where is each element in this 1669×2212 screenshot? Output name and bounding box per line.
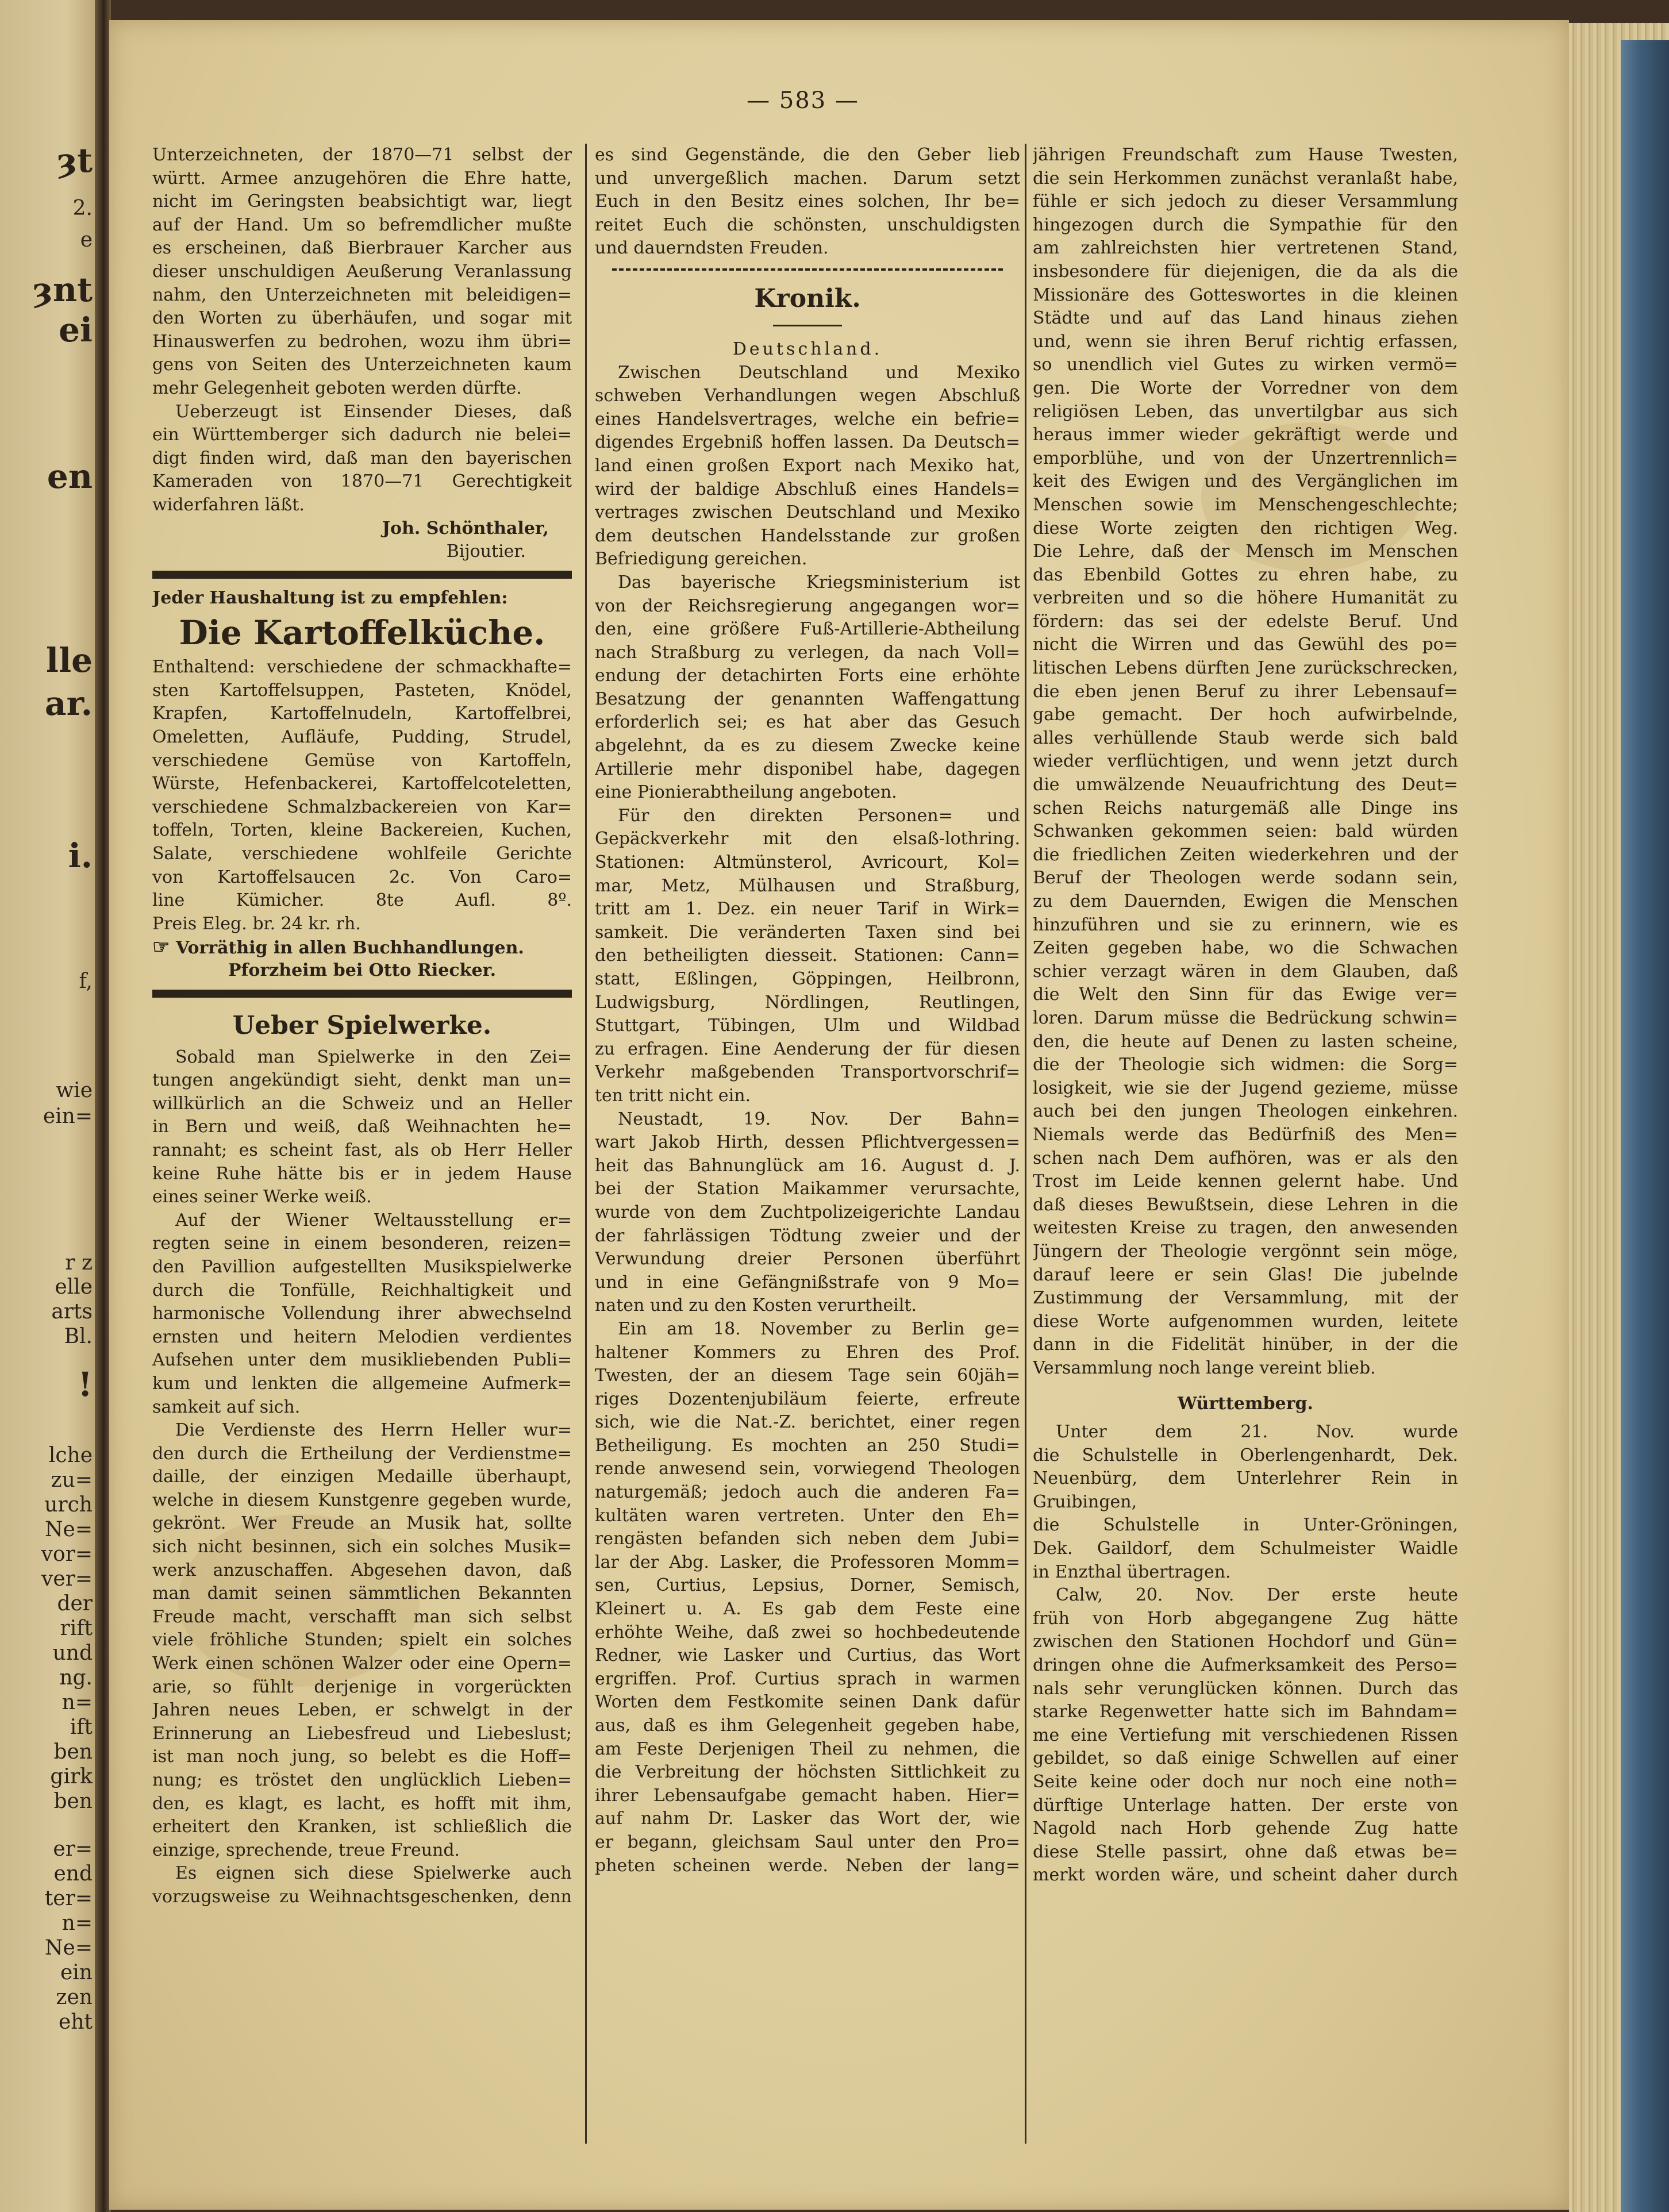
text-line: Nagold nach Horb gehende Zug hatte [1033,1818,1458,1839]
text-line: früh von Horb abgegangene Zug hätte [1033,1608,1458,1629]
left-page-text-fragment: ng. [59,1666,93,1690]
text-line: Unterzeichneten, der 1870—71 selbst der [152,145,572,165]
text-line: digt finden wird, daß man den bayerischen [152,448,572,468]
left-page-text-fragment: ȝnt [32,270,93,309]
text-line: heit das Bahnunglück am 16. August d. J. [595,1155,1020,1176]
text-line: die Schulstelle in Oberlengenhardt, Dek. [1033,1445,1458,1465]
text-line: darauf leere er sein Glas! Die jubelnde [1033,1264,1458,1285]
article-text [1033,144,1458,1380]
column-3 [1033,144,1458,2190]
text-line: Twesten, der an diesem Tage sein 60jäh= [595,1365,1020,1386]
left-page-text-fragment: en [47,457,93,496]
left-page-text-fragment: ver= [41,1567,93,1591]
text-line: aus, daß es ihm Gelegenheit gegeben habe, [595,1715,1020,1736]
text-line: Gruibingen, [1033,1491,1137,1512]
left-page-text-fragment: zu= [51,1468,93,1492]
text-line: so unendlich viel Gutes zu wirken vermö= [1033,355,1458,375]
text-line: Neuenbürg, dem Unterlehrer Rein in [1033,1468,1458,1489]
text-line: den, es klagt, es lacht, es hofft mit ihm, [152,1793,572,1814]
text-line: nals sehr verunglücken können. Durch das [1033,1678,1458,1699]
section-divider [612,268,1003,271]
text-line: die der Theologie sich widmen: die Sorg= [1033,1055,1458,1075]
text-line: sich nicht besinnen, sich ein solches Musik= [152,1537,572,1557]
text-line: wurde von dem Zuchtpolizeigerichte Landau [595,1202,1020,1222]
article-text [595,571,1020,805]
text-line: schweben Verhandlungen wegen Abschluß [595,386,1020,406]
text-line: samkeit. Die veränderten Taxen sind bei [595,922,1020,942]
text-line: arie, so fühlt derjenige in vorgerückten [152,1676,572,1697]
left-page-text-fragment: ben [53,1790,93,1813]
text-line: mar, Metz, Mülhausen und Straßburg, [595,875,1020,896]
text-line: kum und lenkten die allgemeine Aufmerk= [152,1373,572,1394]
text-line: gabe gemacht. Der hoch aufwirbelnde, [1033,705,1458,725]
text-line: den Pavillion aufgestellten Musikspielwerke [152,1256,572,1277]
text-line: losigkeit, wie sie der Jugend gezieme, müsse [1033,1078,1458,1098]
text-line: Betheiligung. Es mochten an 250 Studi= [595,1435,1020,1456]
text-line: Die Verdienste des Herrn Heller wur= [175,1420,572,1441]
text-line: alles verhüllende Staub werde sich bald [1033,728,1458,748]
ad-border-top [152,571,572,579]
text-line: harmonische Vollendung ihrer abwechselnd [152,1303,572,1324]
text-line: Ueberzeugt ist Einsender Dieses, daß [175,401,572,422]
left-page-text-fragment: ein [60,1961,93,1984]
text-line: den durch die Ertheilung der Verdienstme= [152,1443,572,1464]
text-line: erheitert den Kranken, ist schließlich die [152,1817,572,1837]
text-line: jährigen Freundschaft zum Hause Twesten, [1033,145,1458,165]
text-line: den, die heute auf Denen zu lasten scheine, [1033,1031,1458,1052]
text-line: digendes Ergebniß hoffen lassen. Da Deutsch= [595,432,1020,453]
text-line: es erscheinen, daß Bierbrauer Karcher aus [152,238,572,259]
text-line: Besatzung der genannten Waffengattung [595,688,1020,709]
text-line: reitet Euch die schönsten, unschuldigsten [595,214,1020,235]
text-line: auf der Hand. Um so befremdlicher mußte [152,214,572,235]
text-line: rannaht; es scheint fast, als ob Herr Heller [152,1140,572,1160]
text-line: werk anzuschaffen. Abgesehen davon, daß [152,1560,572,1580]
text-line: die umwälzende Neuaufrichtung des Deut= [1033,775,1458,795]
column-divider [585,144,587,2144]
article-text [595,1318,1020,1878]
left-page-text-fragment: ift [70,1715,93,1739]
text-line: Stuttgart, Tübingen, Ulm und Wildbad [595,1015,1020,1036]
text-line: merkt worden wäre, und scheint daher durch [1033,1865,1458,1886]
text-line: Ein am 18. November zu Berlin ge= [618,1318,1020,1339]
text-line: vorzugsweise zu Weihnachtsgeschenken, denn [152,1886,572,1907]
text-line: Kameraden von 1870—71 Gerechtigkeit [152,471,572,492]
text-line: sen, Curtius, Lepsius, Dorner, Semisch, [595,1575,1020,1596]
text-line: erhöhte Weihe, daß zwei so hochbedeutende [595,1622,1020,1642]
text-line: sten Kartoffelsuppen, Pasteten, Knödel, [152,680,572,701]
text-line: diese Worte aufgenommen wurden, leitete [1033,1311,1458,1332]
text-line: rengästen befanden sich neben dem Jubi= [595,1529,1020,1549]
text-line: statt, Eßlingen, Göppingen, Heilbronn, [595,969,1020,989]
text-line: zwischen den Stationen Hochdorf und Gün= [1033,1632,1458,1652]
text-line: ihrer Lebensaufgabe gemacht haben. Hier= [595,1785,1020,1806]
text-line: loren. Darum müsse die Bedrückung schwin= [1033,1007,1458,1028]
text-line: emporblühe, und von der Unzertrennlich= [1033,448,1458,468]
left-page-text-fragment: der [57,1592,93,1615]
text-line: ernsten und heitern Melodien verdientes [152,1326,572,1347]
left-page-text-fragment: zen [56,1986,93,2009]
text-line: Krapfen, Kartoffelnudeln, Kartoffelbrei, [152,703,572,724]
text-line: Aufsehen unter dem musikliebenden Publi= [152,1350,572,1371]
text-line: dem deutschen Handelsstande zur großen [595,525,1020,546]
text-line: tungen angekündigt sieht, denkt man un= [152,1070,572,1091]
text-line: ein Württemberger sich dadurch nie belei= [152,425,572,445]
book-gutter [95,0,111,2212]
text-line: Euch in den Besitz eines solchen, Ihr be= [595,191,1020,212]
article-text [152,1862,572,1909]
left-page-text-fragment: ben [53,1740,93,1764]
text-line: Neustadt, 19. Nov. Der Bahn= [618,1109,1020,1129]
text-line: erforderlich sei; es hat aber das Gesuch [595,712,1020,733]
text-line: bei der Station Maikammer verursachte, [595,1179,1020,1199]
ad-border-bottom [152,990,572,998]
left-page-text-fragment: f, [79,970,93,993]
text-line: Gepäckverkehr mit den elsaß-lothring. [595,829,1020,849]
text-line: Dek. Gaildorf, dem Schulmeister Waidle [1033,1538,1458,1559]
text-line: man damit seinen sämmtlichen Bekannten [152,1583,572,1604]
text-line: keine Ruhe hätte bis er in jedem Hause [152,1163,572,1184]
text-line: zu erfragen. Eine Aenderung der für diesen [595,1038,1020,1059]
text-line: lar der Abg. Lasker, die Professoren Momm= [595,1552,1020,1572]
text-line: wart Jakob Hirth, dessen Pflichtvergessen= [595,1132,1020,1153]
article-text [152,1419,572,1862]
text-line: gebildet, so daß einige Schwellen auf einer [1033,1748,1458,1769]
left-page-text-fragment: 2. [72,197,93,220]
left-page-text-fragment: ein= [43,1105,93,1128]
left-page-text-fragment: Ne= [45,1518,93,1541]
text-line: Niemals werde das Bedürfniß des Men= [1033,1124,1458,1145]
left-page-text-fragment: wie [56,1079,93,1102]
left-page-text-fragment: Bl. [64,1325,93,1348]
text-line: am zahlreichsten hier vertretenen Stand, [1033,238,1458,259]
text-line: eines seiner Werke weiß. [152,1187,372,1207]
page-number: — 583 — [747,87,859,114]
text-line: württ. Armee anzugehören die Ehre hatte, [152,168,572,188]
text-line: willkürlich an die Schweiz und an Heller [152,1093,572,1114]
text-line: Zeiten gegeben habe, wo die Schwachen [1033,938,1458,959]
text-line: schier verzagt wären in dem Glauben, daß [1033,961,1458,982]
left-page-text-fragment: Ne= [45,1936,93,1960]
text-line: von der Reichsregierung angegangen wor= [595,595,1020,616]
text-line: vertrages zwischen Deutschland und Mexiko [595,502,1020,523]
left-page-text-fragment: n= [61,1911,93,1935]
left-page-text-fragment: ȝt [56,141,93,180]
text-line: dringen ohne die Aufmerksamkeit des Perso= [1033,1655,1458,1675]
section-subheading: Deutschland. [732,338,883,359]
left-page-text-fragment: urch [44,1493,93,1517]
text-line: die sein Herkommen zunächst veranlaßt habe, [1033,168,1458,188]
text-line: ten tritt nicht ein. [595,1085,751,1106]
ad-title: Die Kartoffelküche. [179,613,545,653]
text-line: land einen großen Export nach Mexiko hat, [595,455,1020,476]
text-line: Freude macht, verschafft man sich selbst [152,1606,572,1627]
text-line: den betheiligten diesseit. Stationen: Cann= [595,945,1020,966]
text-line: litischen Lebens dürften Jene zurückschrecken, [1033,658,1458,679]
text-line: in Bern und weiß, daß Weihnachten he= [152,1117,572,1137]
text-line: dieser unschuldigen Aeußerung Veranlassung [152,261,572,282]
text-line: viele fröhliche Stunden; spielt ein solches [152,1630,572,1651]
article-text [152,144,572,401]
text-line: er begann, gleichsam Saul unter den Pro= [595,1832,1020,1852]
text-line: Salate, verschiedene wohlfeile Gerichte [152,844,572,864]
text-line: religiösen Leben, das unvertilgbar aus sich [1033,401,1458,422]
left-page-text-fragment: vor= [41,1542,93,1566]
left-page-text-fragment: er= [53,1837,93,1861]
text-line: Würste, Hefenbackerei, Kartoffelcoteletten, [152,774,572,794]
article-text [1033,1421,1458,1584]
text-line: einzige, sprechende, treue Freund. [152,1840,460,1860]
text-line: verschiedene Schmalzbackereien von Kar= [152,797,572,817]
column-divider [1025,144,1026,2144]
text-line: regten seine in einem besonderen, reizen= [152,1233,572,1254]
text-line: ist man noch jung, so belebt es die Hoff= [152,1746,572,1767]
text-line: den Worten zu überhäufen, und sogar mit [152,308,572,329]
text-line: Omeletten, Aufläufe, Pudding, Strudel, [152,727,572,748]
left-page-text-fragment: ter= [44,1887,93,1910]
text-line: abgelehnt, da es zu diesem Zwecke keine [595,736,1020,756]
text-line: Verkehr maßgebenden Transportvorschrif= [595,1062,1020,1083]
text-line: nach Straßburg zu verlegen, da nach Voll= [595,642,1020,663]
text-line: kultäten waren vertreten. Unter den Eh= [595,1505,1020,1526]
text-line: von Kartoffelsaucen 2c. Von Caro= [152,867,572,887]
text-line: wird der baldige Abschluß eines Handels= [595,479,1020,499]
left-page-text-fragment: arts [51,1300,93,1324]
text-line: schen Reichs naturgemäß alle Dinge ins [1033,798,1458,818]
text-line: Für den direkten Personen= und [618,805,1020,826]
text-line: auf nahm Dr. Lasker das Wort der, wie [595,1809,1020,1829]
ad-place: Pforzheim bei Otto Riecker. [228,960,497,980]
left-page-text-fragment: eht [59,2010,93,2034]
text-line: und unvergeßlich machen. Darum setzt [595,168,1020,188]
text-line: diese Worte zeigten den richtigen Weg. [1033,518,1458,538]
text-line: Versammlung noch lange vereint blieb. [1033,1357,1376,1378]
text-line: widerfahren läßt. [152,494,305,515]
text-line: samkeit auf sich. [152,1397,301,1417]
text-line: Die Lehre, daß der Mensch im Menschen [1033,541,1458,562]
text-line: und dauerndsten Freuden. [595,238,829,259]
article-text [152,401,572,517]
text-line: Städte und auf das Land hinaus ziehen [1033,308,1458,329]
left-page-text-fragment: n= [61,1691,93,1714]
article-text [595,1108,1020,1318]
text-line: das Ebenbild Gottes zu ehren habe, zu [1033,564,1458,585]
left-page-text-fragment: lche [48,1444,93,1467]
text-line: naten und zu den Kosten verurtheilt. [595,1295,917,1316]
text-line: Missionäre des Gotteswortes in die kleinen [1033,284,1458,305]
text-line: nicht im Geringsten beabsichtigt war, liegt [152,191,572,212]
text-line: eines Handelsvertrages, welche ein befrie= [595,409,1020,429]
text-line: keit des Ewigen und des Vergänglichen im [1033,471,1458,492]
text-line: Hinauswerfen zu bedrohen, wozu ihm übri= [152,331,572,352]
left-page-text-fragment: elle [55,1275,93,1299]
article-text [1033,1584,1458,1887]
left-page-text-fragment: girk [50,1765,93,1788]
text-line: Unter dem 21. Nov. wurde [1056,1422,1458,1442]
article-text [595,144,1020,260]
text-line: die friedlichen Zeiten wiederkehren und der [1033,844,1458,865]
text-line: zu dem Dauernden, Ewigen die Menschen [1033,891,1458,911]
text-line: dann in die Fidelität hinüber, in der die [1033,1334,1458,1355]
text-line: Zwischen Deutschland und Mexiko [618,362,1020,383]
text-line: insbesondere für diejenigen, die da als die [1033,261,1458,282]
text-line: und in eine Gefängnißstrafe von 9 Mo= [595,1272,1020,1292]
text-line: am Feste Derjenigen Theil zu nehmen, die [595,1738,1020,1759]
article-text [595,805,1020,1108]
left-page-text-fragment: e [80,228,93,252]
text-line: Seite keine oder doch nur noch eine noth= [1033,1771,1458,1792]
text-line: gens von Seiten des Unterzeichneten kaum [152,355,572,375]
ad-intro: Jeder Haushaltung ist zu empfehlen: [152,587,508,608]
text-line: Stationen: Altmünsterol, Avricourt, Kol= [595,852,1020,873]
text-line: Erinnerung an Liebesfreud und Liebeslust; [152,1723,572,1744]
pointing-hand-icon: ☞ [152,936,170,959]
book-cover-edge [1621,40,1669,2212]
column-1 [152,144,572,2190]
text-line: Kleinert u. A. Es gab dem Feste eine [595,1599,1020,1619]
text-line: eine Pionierabtheilung angeboten. [595,782,897,803]
heading-rule [773,325,842,326]
text-line: heraus immer wieder gekräftigt werde und [1033,425,1458,445]
text-line: me eine Vertiefung mit verschiedenen Rissen [1033,1725,1458,1745]
text-line: naturgemäß; jedoch auch die anderen Fa= [595,1482,1020,1503]
left-page-text-fragment: end [53,1862,93,1886]
left-page-fragment [0,0,95,2212]
text-line: verbreiten und so die höhere Humanität zu [1033,588,1458,609]
text-line: es sind Gegenstände, die den Geber lieb [595,145,1020,165]
text-line: Verwundung dreier Personen überführt [595,1249,1020,1270]
text-line: Werk einen schönen Walzer oder eine Opern= [152,1653,572,1674]
text-line: line Kümicher. 8te Aufl. 8º. [152,890,572,911]
text-line: Trost im Leide kennen gelernt habe. Und [1033,1171,1458,1192]
text-line: nicht die Wirren und das Gewühl des po= [1033,634,1458,655]
text-line: in Enzthal übertragen. [1033,1561,1231,1582]
column-2 [595,144,1020,2190]
text-line: die Schulstelle in Unter-Gröningen, [1033,1515,1458,1536]
text-line: gekrönt. Wer Freude an Musik hat, sollte [152,1513,572,1534]
text-line: und, wenn sie ihren Beruf richtig erfassen, [1033,331,1458,352]
ad-availability: ☞ Vorräthig in allen Buchhandlungen. [152,936,524,959]
text-line: durch die Tonfülle, Reichhaltigkeit und [152,1280,572,1301]
text-line: Jüngern der Theologie vergönnt sein möge, [1033,1241,1458,1261]
text-line: riges Dozentenjubiläum feierte, erfreute [595,1388,1020,1409]
text-line: wieder verflüchtigen, und wenn jetzt durch [1033,751,1458,772]
left-page-text-fragment: ! [78,1365,93,1404]
text-line: verschiedene Gemüse von Kartoffeln, [152,750,572,771]
text-line: diese Stelle passirt, ohne daß etwas be= [1033,1841,1458,1862]
text-line: die Welt den Sinn für das Ewige ver= [1033,984,1458,1005]
text-line: Menschen sowie im Menschengeschlechte; [1033,494,1458,515]
text-line: nahm, den Unterzeichneten mit beleidigen= [152,284,572,305]
text-line: starke Regenwetter hatte sich im Bahndam= [1033,1702,1458,1722]
text-line: Zustimmung der Versammlung, mit der [1033,1288,1458,1309]
text-line: toffeln, Torten, kleine Backereien, Kuchen, [152,820,572,841]
text-line: pheten scheinen werde. Neben der lang= [595,1855,1020,1876]
text-line: Enthaltend: verschiedene der schmackhafte= [152,657,572,678]
text-line: tritt am 1. Dez. ein neuer Tarif in Wirk= [595,899,1020,920]
text-line: weitesten Kreise zu tragen, den anwesenden [1033,1218,1458,1238]
section-heading: Kronik. [754,283,861,313]
text-line: Redner, wie Lasker und Curtius, das Wort [595,1645,1020,1666]
text-line: fühle er sich jedoch zu dieser Versammlung [1033,191,1458,212]
signature-name: Joh. Schönthaler, [382,518,549,538]
text-line: gen. Die Worte der Vorredner von dem [1033,378,1458,398]
text-line: dürftige Unterlage hatten. Der erste von [1033,1795,1458,1815]
text-line: nung; es tröstet den unglücklich Lieben= [152,1770,572,1790]
text-line: daß dieses Bewußtsein, diese Lehren in die [1033,1194,1458,1215]
ad-text [152,656,572,936]
text-line: sich, wie die Nat.-Z. berichtet, einer regen [595,1412,1020,1433]
left-page-text-fragment: und [52,1641,93,1665]
text-line: Preis Eleg. br. 24 kr. rh. [152,913,361,934]
text-line: Beruf der Theologen werde sodann sein, [1033,868,1458,888]
text-line: Worten dem Festkomite seinen Dank dafür [595,1692,1020,1713]
left-page-text-fragment: i. [68,836,93,875]
text-line: schen nach Dem aufhören, was er als den [1033,1148,1458,1168]
text-line: mehr Gelegenheit geboten werden dürfte. [152,378,522,398]
text-line: hinzuführen und sie zu erinnern, wie es [1033,914,1458,935]
text-line: welche in diesem Kunstgenre gegeben wurde, [152,1490,572,1510]
text-line: den, eine größere Fuß-Artillerie-Abtheilung [595,619,1020,640]
text-line: Jahren neues Leben, er schwelgt in der [152,1700,572,1721]
text-line: endung der detachirten Forts eine erhöhte [595,665,1020,686]
article-text [152,1046,572,1209]
text-line: daille, der einzigen Medaille überhaupt, [152,1467,572,1487]
text-line: Artillerie mehr disponibel habe, dagegen [595,759,1020,779]
text-line: Auf der Wiener Weltausstellung er= [175,1210,572,1230]
left-page-text-fragment: ar. [44,684,93,723]
article-text [595,361,1020,571]
text-line: Schwanken gekommen seien: bald würden [1033,821,1458,842]
left-page-text-fragment: rift [60,1617,93,1640]
text-line: Sobald man Spielwerke in den Zei= [175,1047,572,1067]
left-page-text-fragment: ei [59,310,93,349]
text-line: Calw, 20. Nov. Der erste heute [1056,1585,1458,1606]
text-line: die eben jenen Beruf zu ihrer Lebensauf= [1033,681,1458,702]
article-text [152,1209,572,1419]
text-line: haltener Kommers zu Ehren des Prof. [595,1342,1020,1363]
text-line: Es eignen sich diese Spielwerke auch [175,1863,572,1884]
text-line: Das bayerische Kriegsministerium ist [618,572,1020,593]
text-line: ergriffen. Prof. Curtius sprach in warmen [595,1668,1020,1689]
text-line: rende anwesend sein, vorwiegend Theologen [595,1459,1020,1479]
left-page-text-fragment: lle [46,641,93,680]
text-line: die Verbreitung der höchsten Sittlichkeit zu [595,1762,1020,1783]
article-heading: Ueber Spielwerke. [232,1010,492,1040]
text-line: der fahrlässigen Tödtung zweier und der [595,1225,1020,1246]
text-line: hingezogen durch die Sympathie für den [1033,214,1458,235]
section-heading: Württemberg. [1178,1394,1313,1414]
text-line: auch bei den jungen Theologen einkehren. [1033,1101,1458,1122]
signature-title: Bijoutier. [446,541,526,562]
text-line: fördern: das sei der edelste Beruf. Und [1033,611,1458,632]
text-line: Befriedigung gereichen. [595,549,807,570]
text-line: Ludwigsburg, Nördlingen, Reutlingen, [595,992,1020,1013]
left-page-text-fragment: r z [65,1251,93,1275]
